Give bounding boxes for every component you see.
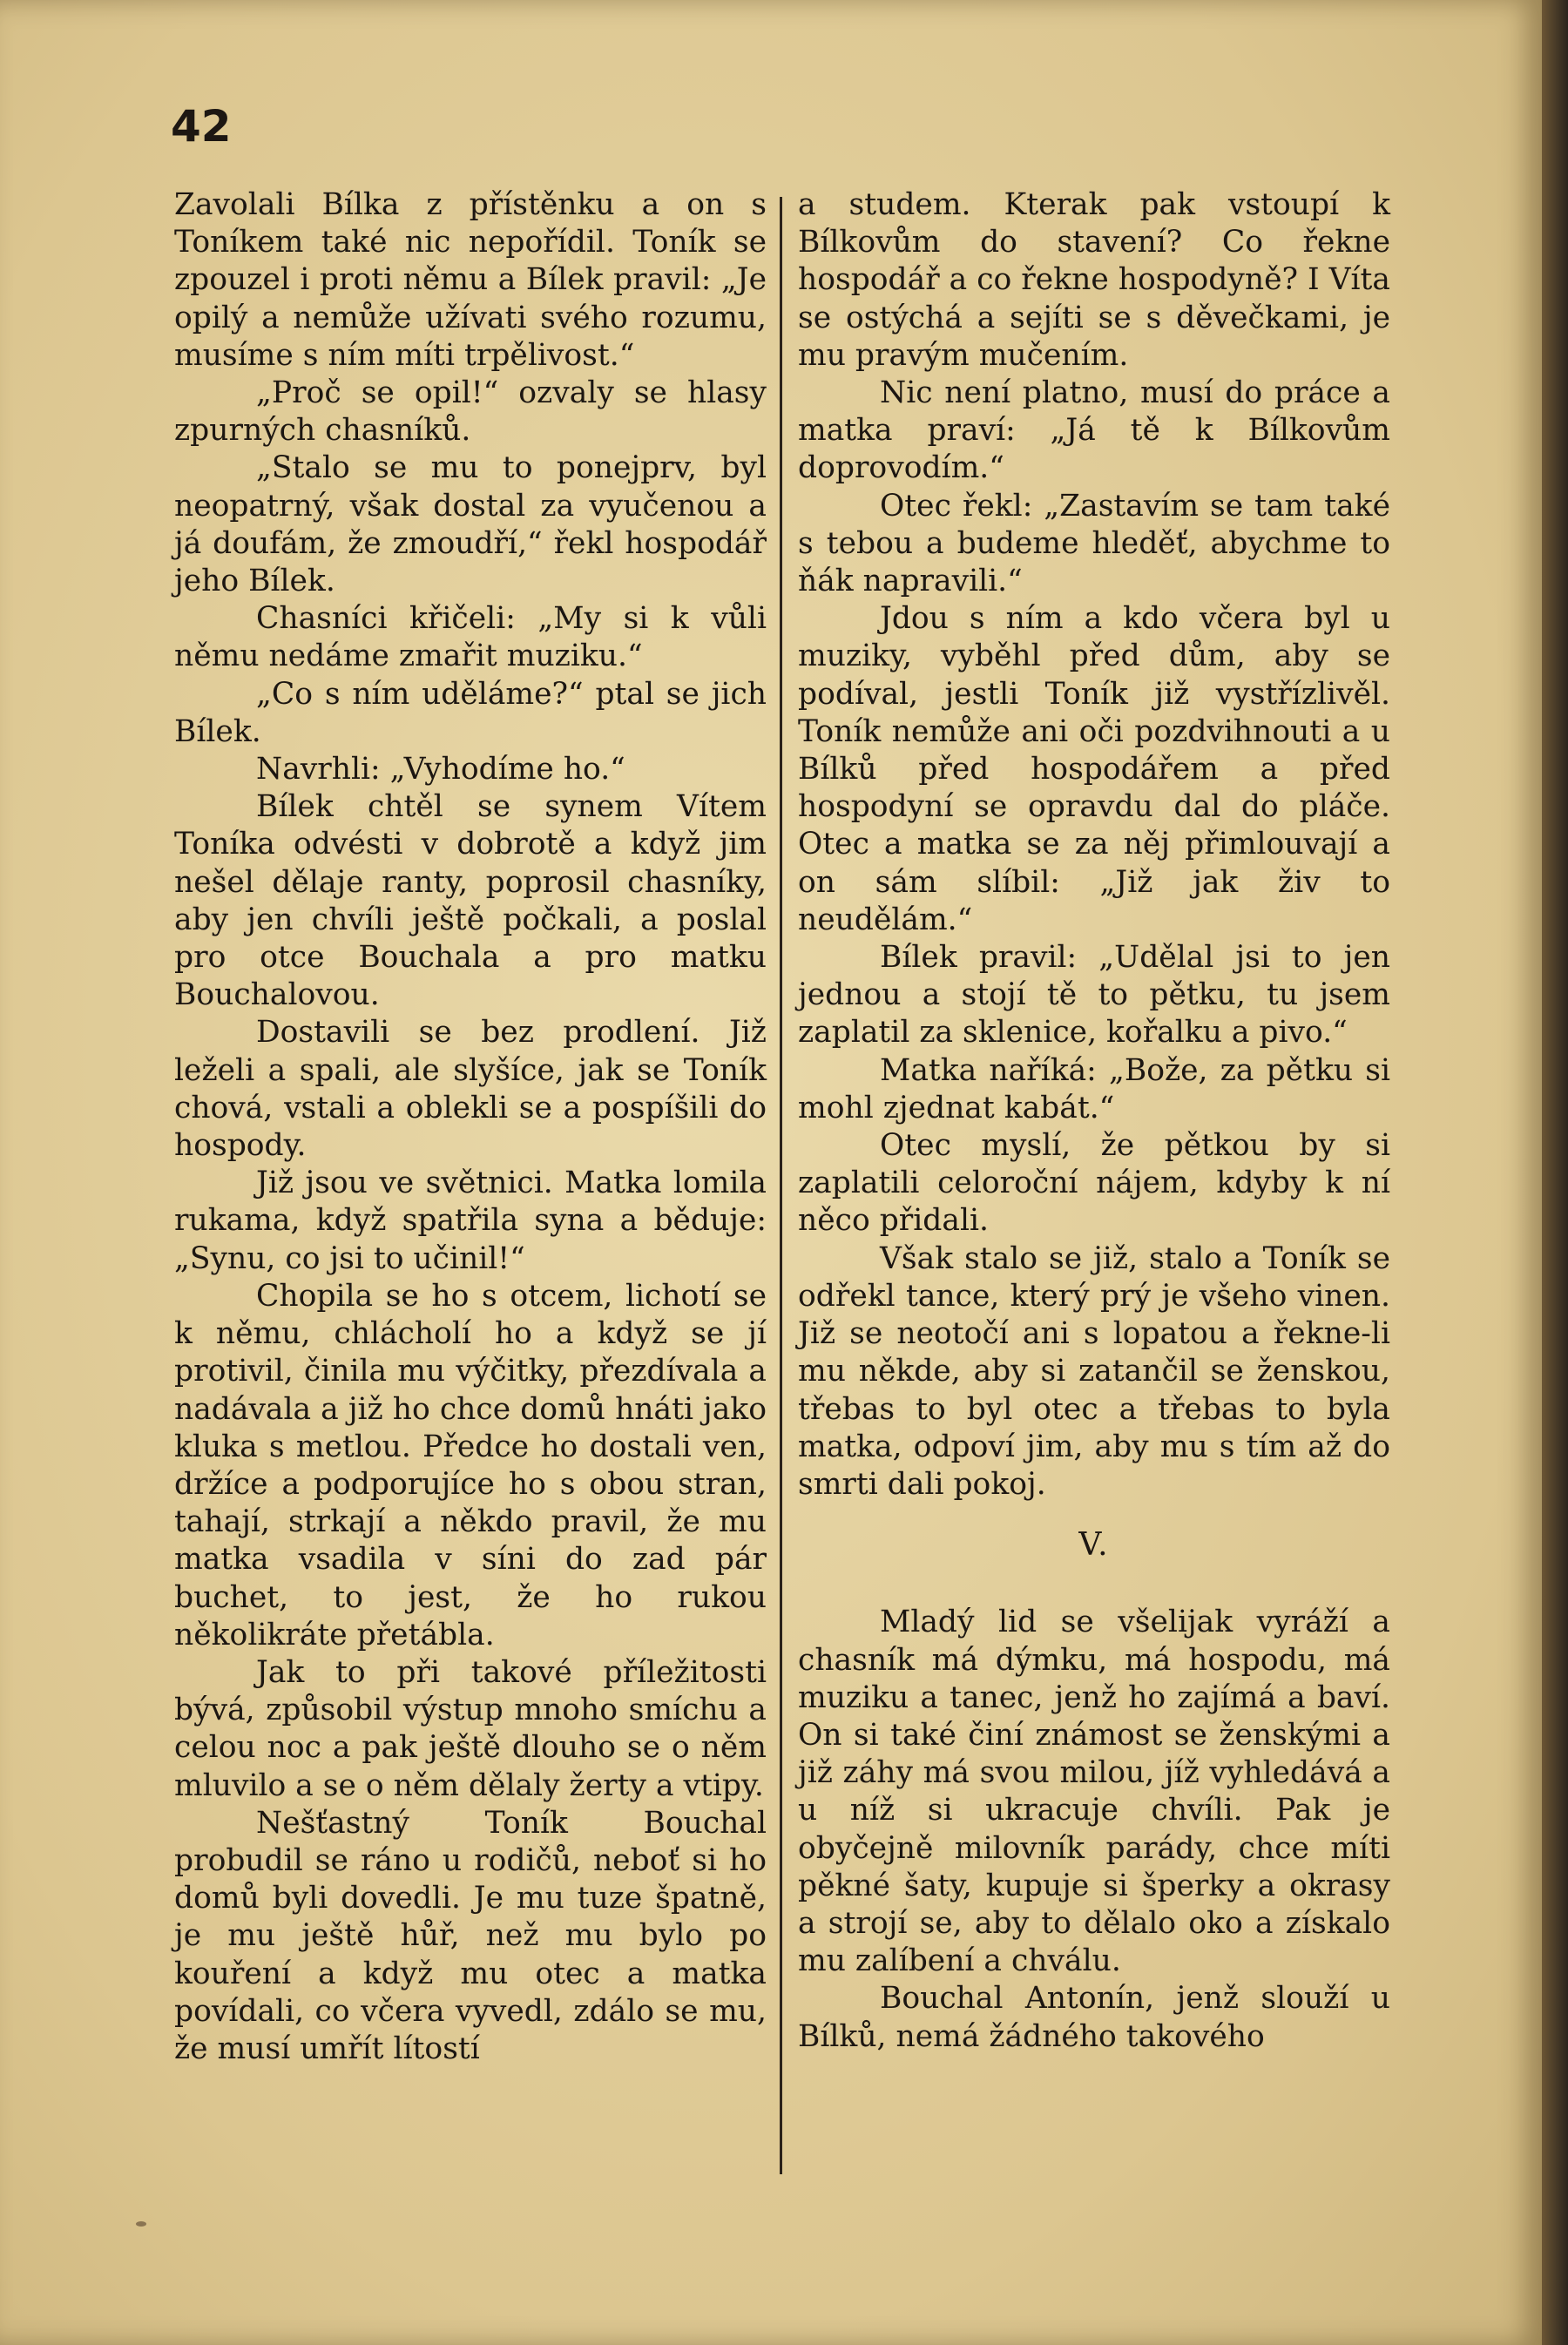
paragraph: a studem. Kterak pak vstoupí k Bílkovům do stavení? Co řekne hospodář a co řekne hospodyně? I Víta se ostýchá a sejíti se s děvečkami, je mu pravým mučením. [798, 187, 1390, 373]
paragraph: Však stalo se již, stalo a Toník se odřekl tance, který prý je všeho vinen. Již se neotočí ani s lopatou a řekne-li mu někde, aby si zatančil se ženskou, třebas to byl otec a třebas to byla matka, odpoví jim, aby mu s tím až do smrti dali pokoj. [798, 1240, 1390, 1502]
paragraph: „Proč se opil!“ ozvaly se hlasy zpurných chasníků. [174, 375, 767, 449]
column-divider [780, 197, 782, 2174]
page-number: 42 [171, 101, 232, 152]
chapter-heading: V. [1078, 1527, 1110, 1564]
left-text-column [174, 186, 767, 2068]
paragraph: „Co s ním uděláme?“ ptal se jich Bílek. [174, 676, 767, 749]
paper-speck [136, 2221, 146, 2227]
paragraph: Otec řekl: „Zastavím se tam také s tebou a budeme hleděť, abychme to ňák napravili.“ [798, 488, 1390, 599]
paragraph: Otec myslí, že pětkou by si zaplatili celoroční nájem, kdyby k ní něco přidali. [798, 1128, 1390, 1239]
paragraph: Dostavili se bez prodlení. Již leželi a spali, ale slyšíce, jak se Toník chová, vstali a oblekli se a pospíšili do hospody. [174, 1015, 767, 1164]
paragraph: Chopila se ho s otcem, lichotí se k němu, chlácholí ho a když se jí protivil, činila mu výčitky, přezdívala a nadávala a již ho chce domů hnáti jako kluka s metlou. Předce ho dostali ven, držíce a podporujíce ho s obou stran, tahají, strkají a někdo pravil, že mu matka vsadila v síni do zad pár buchet, to jest, že ho rukou několikráte přetábla. [174, 1278, 767, 1652]
paragraph: Matka naříká: „Bože, za pětku si mohl zjednat kabát.“ [798, 1052, 1390, 1125]
paragraph: Chasníci křičeli: „My si k vůli němu nedáme zmařit muziku.“ [174, 601, 767, 674]
paragraph: Bílek pravil: „Udělal jsi to jen jednou a stojí tě to pětku, tu jsem zaplatil za sklenice, kořalku a pivo.“ [798, 940, 1390, 1051]
paragraph: Navrhli: „Vyhodíme ho.“ [256, 752, 625, 787]
paragraph: Jak to při takové příležitosti bývá, způsobil výstup mnoho smíchu a celou noc a pak ještě dlouho se o něm mluvilo a se o něm dělaly žerty a vtipy. [174, 1654, 767, 1803]
paragraph: Bílek chtěl se synem Vítem Toníka odvésti v dobrotě a když jim nešel dělaje ranty, poprosil chasníky, aby jen chvíli ještě počkali, a poslal pro otce Bouchala a pro matku Bouchalovou. [174, 789, 767, 1013]
paragraph: Mladý lid se všelijak vyráží a chasník má dýmku, má hospodu, má muziku a tanec, jenž ho zajímá a baví. On si také činí známost se ženskými a již záhy má svou milou, jíž vyhledává a u níž si ukracuje chvíli. Pak je obyčejně milovník parády, chce míti pěkné šaty, kupuje si šperky a okrasy a strojí se, aby to dělalo oko a získalo mu zalíbení a chválu. [798, 1605, 1390, 1979]
book-spine-edge [1542, 0, 1568, 2345]
paragraph: „Stalo se mu to ponejprv, byl neopatrný, však dostal za vyučenou a já doufám, že zmoudří,“ řekl hospodář jeho Bílek. [174, 450, 767, 599]
paragraph: Zavolali Bílka z přístěnku a on s Toníkem také nic nepořídil. Toník se zpouzel i proti němu a Bílek pravil: „Je opilý a nemůže užívati svého rozumu, musíme s ním míti trpělivost.“ [174, 187, 767, 373]
right-text-column [798, 186, 1390, 2056]
paragraph: Nic není platno, musí do práce a matka praví: „Já tě k Bílkovům doprovodím.“ [798, 375, 1390, 486]
paragraph: Nešťastný Toník Bouchal probudil se ráno u rodičů, neboť si ho domů byli dovedli. Je mu tuze špatně, je mu ještě hůř, než mu bylo po kouření a když mu otec a matka povídali, co včera vyvedl, zdálo se mu, že musí umřít lítostí [174, 1805, 767, 2066]
paragraph: Bouchal Antonín, jenž slouží u Bílků, nemá žádného takového [798, 1981, 1390, 2054]
paragraph: Jdou s ním a kdo včera byl u muziky, vyběhl před dům, aby se podíval, jestli Toník již vystřízlivěl. Toník nemůže ani oči pozdvihnouti a u Bílků před hospodářem a před hospodyní se opravdu dal do pláče. Otec a matka se za něj přimlouvají a on sám slíbil: „Již jak živ to neudělám.“ [798, 601, 1390, 937]
paragraph: Již jsou ve světnici. Matka lomila rukama, když spatřila syna a běduje: „Synu, co jsi to učinil!“ [174, 1166, 767, 1276]
